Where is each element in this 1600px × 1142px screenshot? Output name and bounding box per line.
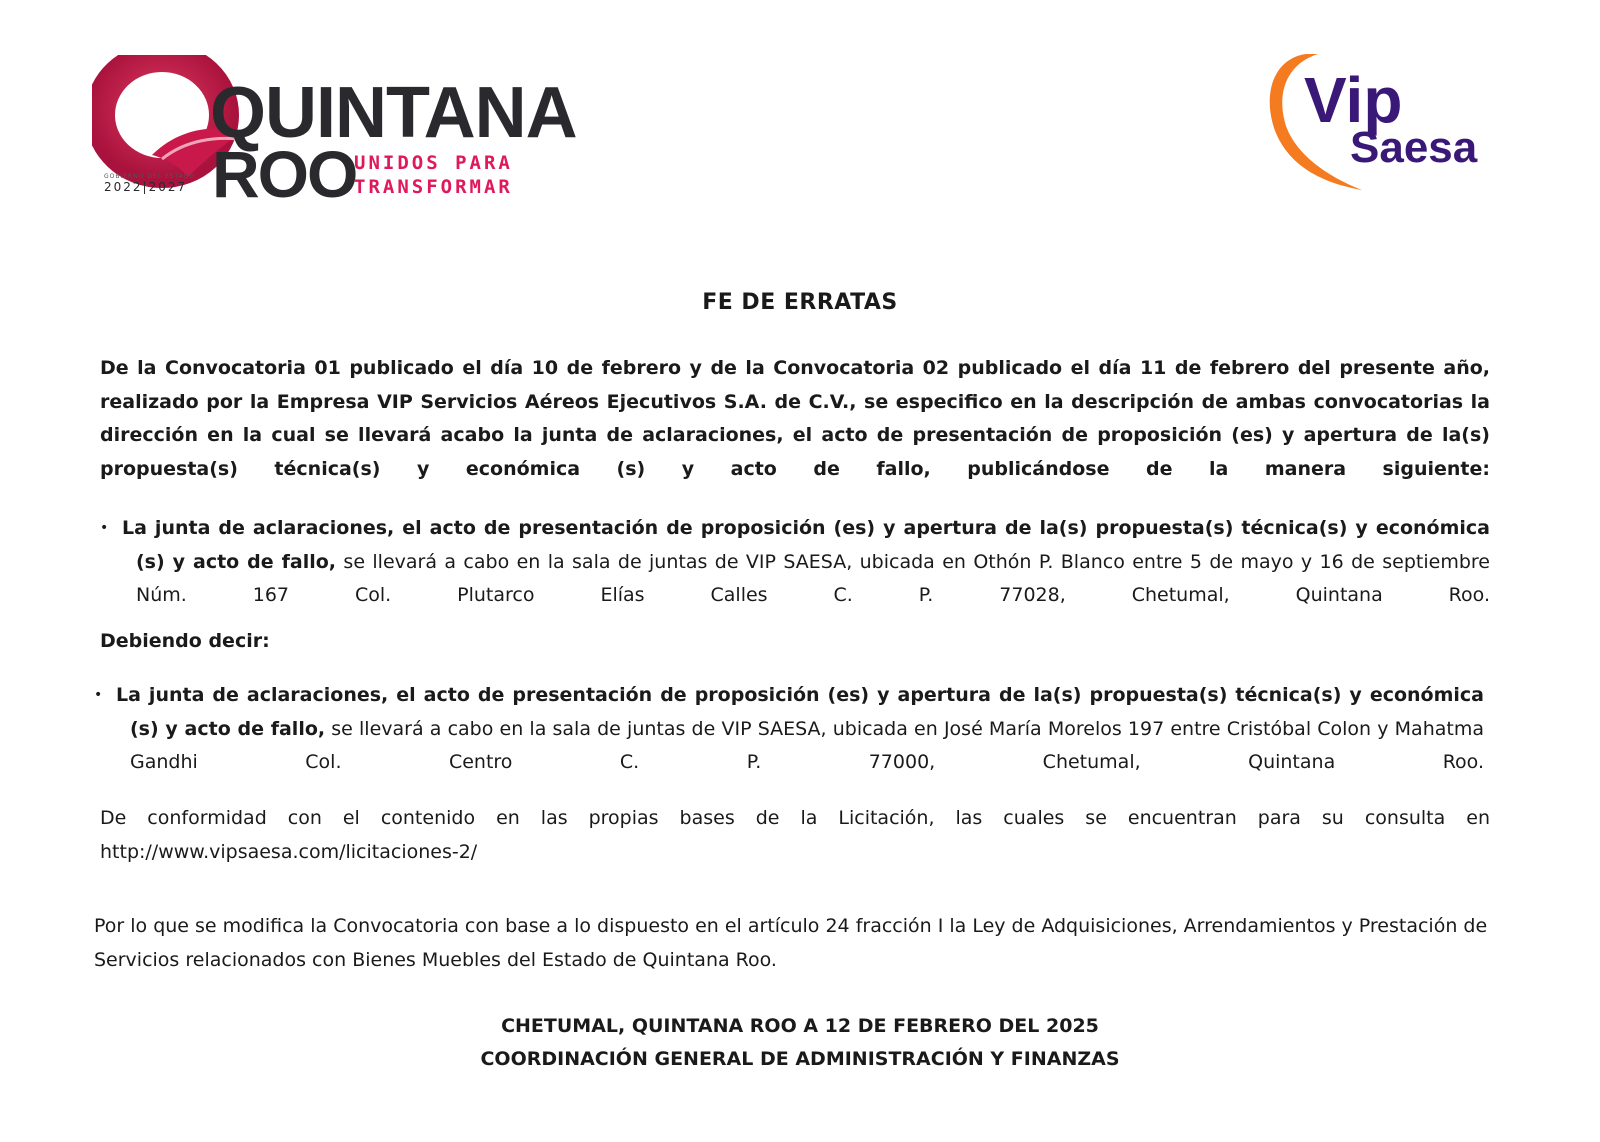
logo-slogan-line-2: TRANSFORMAR [354, 176, 513, 198]
bullet-corrected-rest: se llevará a cabo en la sala de juntas de VIP SAESA, ubicada en José María Morelos 197 entre Cristóbal Colon y Mahatma Gandhi Col. Centro C. P. 77000, Chetumal, Quintana Roo. [130, 717, 1484, 773]
bullet-original-lead: La junta de aclaraciones, el acto de presentación de proposición (es) y apertura de la(s) propuesta(s) técnica(s) y económica (s) y acto de fallo, [122, 517, 1490, 573]
conformidad-paragraph [100, 802, 1490, 869]
bullet-original-location [100, 512, 1490, 613]
conformidad-text: De conformidad con el contenido en las propias bases de la Licitación, las cuales se encuentran para su consulta en [100, 807, 1490, 829]
bullet-original-text [122, 512, 1490, 613]
logo-slogan [354, 151, 513, 199]
intro-paragraph: De la Convocatoria 01 publicado el día 10 de febrero y de la Convocatoria 02 publicado el día 11 de febrero del presente año, realizado por la Empresa VIP Servicios Aéreos Ejecutivos S.A. de C.V., se especifico en la descripción de ambas convocatorias la dirección en la cual se llevará acabo la junta de aclaraciones, el acto de presentación de proposición (es) y apertura de la(s) propuesta(s) técnica(s) y económica (s) y acto de fallo, publicándose de la manera siguiente: [100, 357, 1490, 480]
bullet-corrected-lead: La junta de aclaraciones, el acto de presentación de proposición (es) y apertura de la(s) propuesta(s) técnica(s) y económica (s) y acto de fallo, [116, 684, 1484, 740]
bullet-original-rest: se llevará a cabo en la sala de juntas de VIP SAESA, ubicada en Othón P. Blanco entre 5 de mayo y 16 de septiembre Núm. 167 Col. Plutarco Elías Calles C. P. 77028, Chetumal, Quintana Roo. [136, 550, 1490, 606]
vip-saesa-logo [1266, 50, 1486, 195]
logo-government-label: GOBIERNO DEL ESTADO [104, 173, 196, 180]
closing-place-date: CHETUMAL, QUINTANA ROO A 12 DE FEBRERO DEL 2025 [501, 1015, 1099, 1037]
debiendo-decir-label: Debiendo decir: [100, 630, 270, 652]
logo-word-vip: Vip [1304, 64, 1403, 136]
logo-years: 2022|2027 [104, 180, 188, 194]
document-title: FE DE ERRATAS [702, 290, 898, 315]
logo-word-roo: ROO [212, 137, 357, 211]
bullet-corrected-text [116, 679, 1484, 780]
licitaciones-link[interactable]: http://www.vipsaesa.com/licitaciones-2/ [100, 840, 478, 863]
bullet-dot: • [100, 520, 109, 536]
logo-slogan-line-1: UNIDOS PARA [354, 152, 513, 174]
logo-word-quintana: QUINTANA [210, 73, 577, 153]
bullet-dot: • [94, 687, 103, 703]
bullet-corrected-location [94, 679, 1484, 780]
closing-signatory: COORDINACIÓN GENERAL DE ADMINISTRACIÓN Y FINANZAS [480, 1048, 1120, 1070]
logo-word-saesa: Saesa [1350, 123, 1478, 172]
closing-block [0, 1010, 1600, 1076]
quintana-roo-logo [92, 55, 577, 211]
modifica-paragraph: Por lo que se modifica la Convocatoria con base a lo dispuesto en el artículo 24 fracción I la Ley de Adquisiciones, Arrendamientos y Prestación de Servicios relacionados con Bienes Muebles del Estado de Quintana Roo. [94, 915, 1488, 971]
